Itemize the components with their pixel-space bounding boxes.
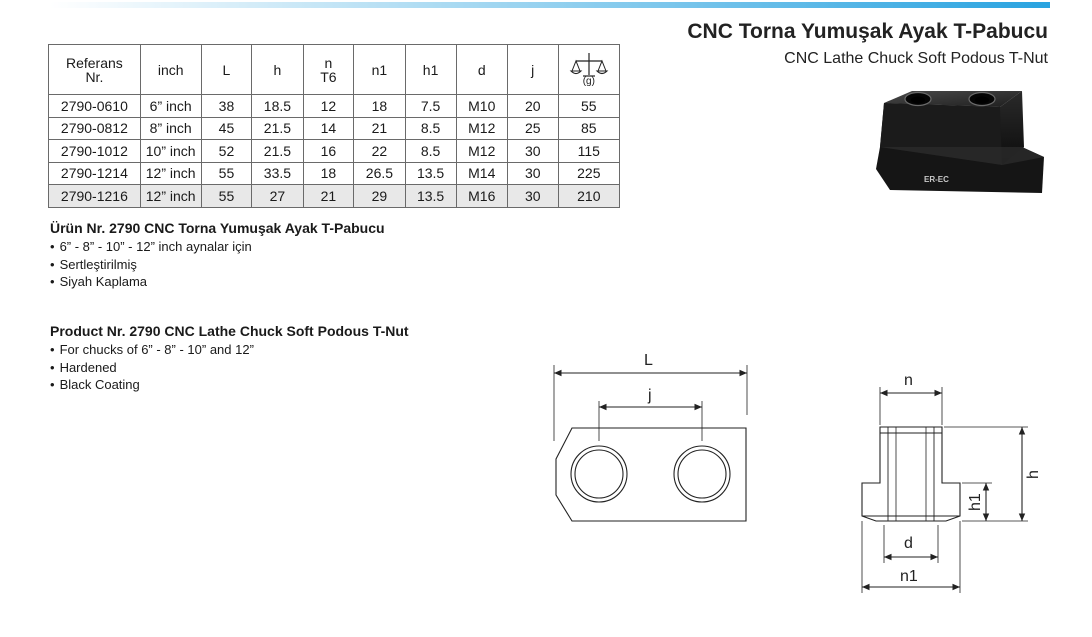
cell-n1: 26.5	[354, 162, 405, 185]
cell-L: 45	[201, 117, 252, 140]
cell-h: 21.5	[252, 140, 303, 163]
cell-d: M10	[456, 95, 507, 118]
cell-n1: 22	[354, 140, 405, 163]
cell-j: 25	[507, 117, 558, 140]
cell-n: 14	[303, 117, 354, 140]
header-weight	[558, 45, 619, 95]
cell-j: 20	[507, 95, 558, 118]
header-inch: inch	[140, 45, 201, 95]
cell-L: 38	[201, 95, 252, 118]
cell-h: 27	[252, 185, 303, 208]
list-item: • For chucks of 6” - 8” - 10” and 12”	[50, 341, 409, 359]
cell-inch: 6” inch	[140, 95, 201, 118]
description-en-heading: Product Nr. 2790 CNC Lathe Chuck Soft Podous T-Nut	[50, 323, 409, 339]
header-n	[303, 45, 354, 95]
description-tr-heading: Ürün Nr. 2790 CNC Torna Yumuşak Ayak T-Pabucu	[50, 220, 385, 236]
header-j: j	[507, 45, 558, 95]
cell-inch: 10” inch	[140, 140, 201, 163]
cell-h: 33.5	[252, 162, 303, 185]
cell-h: 18.5	[252, 95, 303, 118]
header-n-line2: T6	[320, 68, 337, 85]
cell-h: 21.5	[252, 117, 303, 140]
dim-label-h: h	[1025, 470, 1042, 479]
weight-unit: (g)	[582, 75, 595, 87]
cell-inch: 12” inch	[140, 162, 201, 185]
cell-inch: 12” inch	[140, 185, 201, 208]
cell-n1: 29	[354, 185, 405, 208]
cell-L: 55	[201, 162, 252, 185]
cell-j: 30	[507, 162, 558, 185]
cell-weight: 85	[558, 117, 619, 140]
cell-d: M16	[456, 185, 507, 208]
cell-ref: 2790-0812	[49, 117, 141, 140]
description-tr-list	[50, 238, 385, 291]
page-title-en: CNC Lathe Chuck Soft Podous T-Nut	[784, 50, 1048, 67]
top-accent-bar	[50, 2, 1050, 8]
cell-n: 18	[303, 162, 354, 185]
cell-L: 52	[201, 140, 252, 163]
cell-h1: 13.5	[405, 185, 456, 208]
dim-label-n1: n1	[900, 568, 918, 585]
table-row	[49, 117, 620, 140]
header-h1: h1	[405, 45, 456, 95]
cell-ref: 2790-1216	[49, 185, 141, 208]
spec-table	[48, 44, 620, 208]
header-L: L	[201, 45, 252, 95]
cell-ref: 2790-1012	[49, 140, 141, 163]
table-row	[49, 95, 620, 118]
header-n1: n1	[354, 45, 405, 95]
header-h: h	[252, 45, 303, 95]
list-item: • Hardened	[50, 359, 409, 377]
dim-label-h1: h1	[967, 493, 984, 511]
description-en-list	[50, 341, 409, 394]
cell-j: 30	[507, 185, 558, 208]
list-item: • Sertleştirilmiş	[50, 256, 385, 274]
cell-L: 55	[201, 185, 252, 208]
cell-weight: 55	[558, 95, 619, 118]
list-item: • Siyah Kaplama	[50, 273, 385, 291]
cell-n: 16	[303, 140, 354, 163]
cell-h1: 8.5	[405, 117, 456, 140]
cell-d: M14	[456, 162, 507, 185]
description-tr	[50, 220, 385, 291]
cell-weight: 225	[558, 162, 619, 185]
dim-label-n: n	[904, 372, 913, 389]
header-ref-line2: Nr.	[85, 68, 104, 85]
page-title-tr: CNC Torna Yumuşak Ayak T-Pabucu	[687, 20, 1048, 43]
cell-n: 21	[303, 185, 354, 208]
list-item: • Black Coating	[50, 376, 409, 394]
dim-label-d: d	[904, 535, 913, 552]
technical-drawing	[540, 345, 1060, 600]
table-row	[49, 162, 620, 185]
dim-label-j: j	[648, 387, 652, 404]
header-ref	[49, 45, 141, 95]
header-d: d	[456, 45, 507, 95]
cell-weight: 115	[558, 140, 619, 163]
cell-inch: 8” inch	[140, 117, 201, 140]
dim-label-L: L	[644, 352, 653, 369]
cell-ref: 2790-1214	[49, 162, 141, 185]
header-n-line1: n	[324, 54, 333, 71]
cell-d: M12	[456, 117, 507, 140]
cell-h1: 13.5	[405, 162, 456, 185]
cell-j: 30	[507, 140, 558, 163]
table-row	[49, 185, 620, 208]
header-ref-line1: Referans	[65, 54, 123, 71]
cell-weight: 210	[558, 185, 619, 208]
cell-ref: 2790-0610	[49, 95, 141, 118]
brand-logo: ER-EC	[924, 175, 949, 184]
description-en	[50, 323, 409, 394]
table-row	[49, 140, 620, 163]
product-photo	[872, 85, 1052, 200]
cell-h1: 7.5	[405, 95, 456, 118]
table-header-row	[49, 45, 620, 95]
list-item: • 6” - 8” - 10” - 12” inch aynalar için	[50, 238, 385, 256]
cell-n1: 21	[354, 117, 405, 140]
cell-d: M12	[456, 140, 507, 163]
cell-h1: 8.5	[405, 140, 456, 163]
cell-n1: 18	[354, 95, 405, 118]
cell-n: 12	[303, 95, 354, 118]
